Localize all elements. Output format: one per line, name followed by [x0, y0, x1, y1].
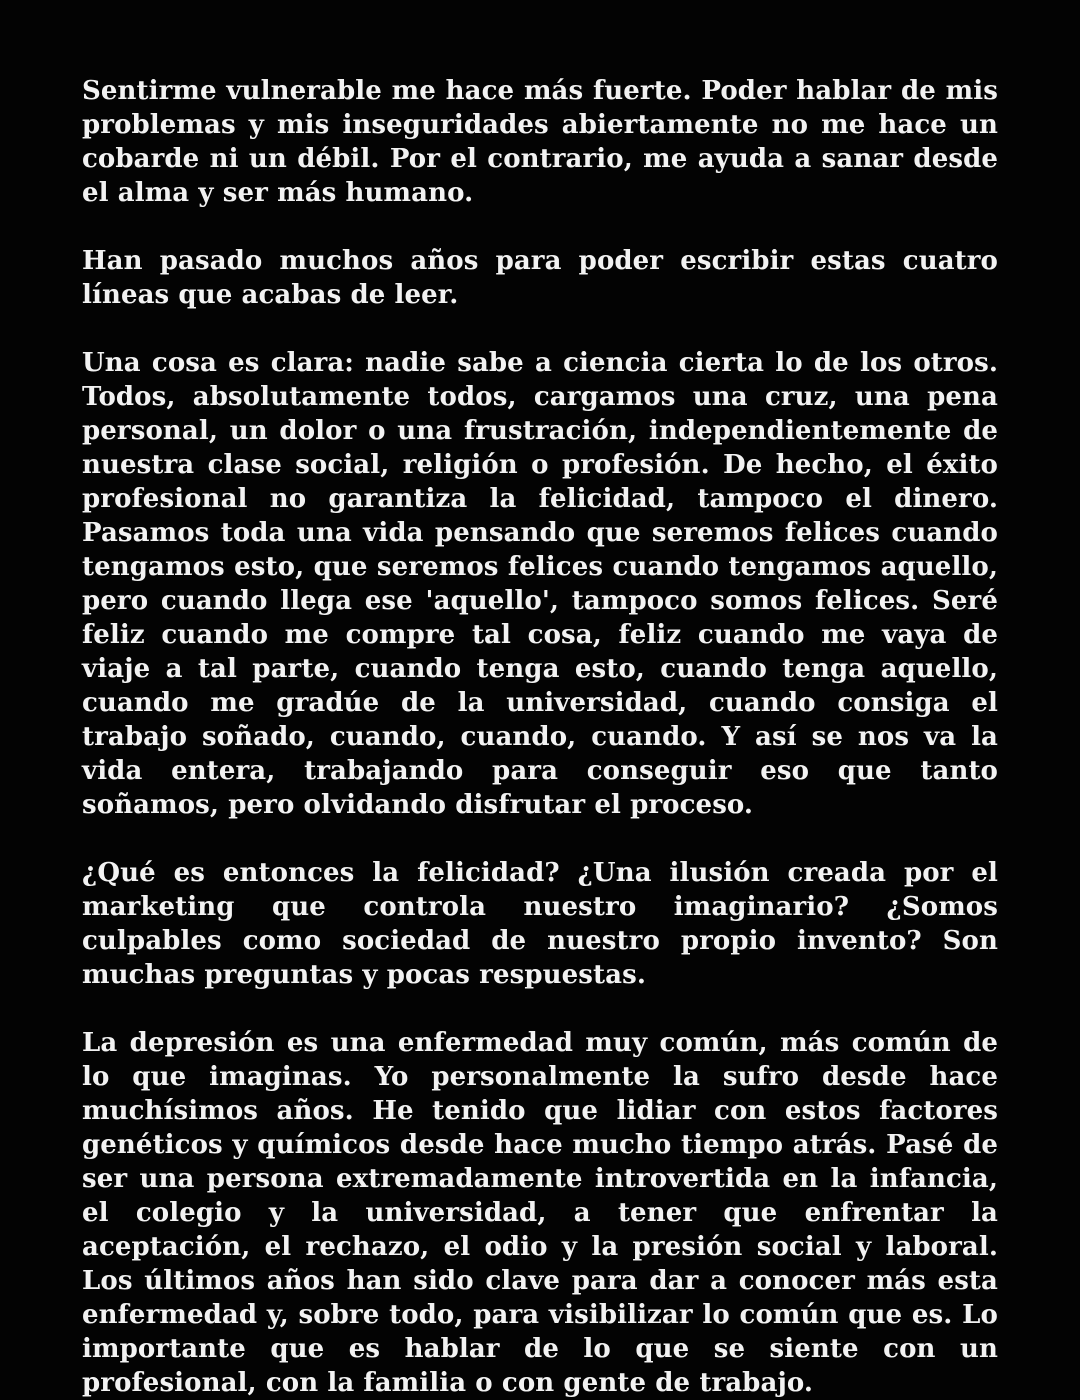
paragraph-questions: ¿Qué es entonces la felicidad? ¿Una ilusión creada por el marketing que controla nuestro imaginario? ¿Somos culpables como sociedad de nuestro propio invento? Son muchas preguntas y pocas respuestas.	[82, 858, 998, 990]
paragraph-years: Han pasado muchos años para poder escribir estas cuatro líneas que acabas de leer.	[82, 246, 998, 310]
paragraph-vulnerability: Sentirme vulnerable me hace más fuerte. Poder hablar de mis problemas y mis inseguridades abiertamente no me hace un cobarde ni un débil. Por el contrario, me ayuda a sanar desde el alma y ser más humano.	[82, 76, 998, 208]
paragraph-depression: La depresión es una enfermedad muy común, más común de lo que imaginas. Yo personalmente la sufro desde hace muchísimos años. He tenido que lidiar con estos factores genéticos y químicos desde hace mucho tiempo atrás. Pasé de ser una persona extremadamente introvertida en la infancia, el colegio y la universidad, a tener que enfrentar la aceptación, el rechazo, el odio y la presión social y laboral. Los últimos años han sido clave para dar a conocer más esta enfermedad y, sobre todo, para visibilizar lo común que es. Lo importante que es hablar de lo que se siente con un profesional, con la familia o con gente de trabajo.	[82, 1028, 998, 1398]
paragraph-happiness: Una cosa es clara: nadie sabe a ciencia cierta lo de los otros. Todos, absolutamente todos, cargamos una cruz, una pena personal, un dolor o una frustración, independientemente de nuestra clase social, religión o profesión. De hecho, el éxito profesional no garantiza la felicidad, tampoco el dinero. Pasamos toda una vida pensando que seremos felices cuando tengamos esto, que seremos felices cuando tengamos aquello, pero cuando llega ese 'aquello', tampoco somos felices. Seré feliz cuando me compre tal cosa, feliz cuando me vaya de viaje a tal parte, cuando tenga esto, cuando tenga aquello, cuando me gradúe de la universidad, cuando consiga el trabajo soñado, cuando, cuando, cuando. Y así se nos va la vida entera, trabajando para conseguir eso que tanto soñamos, pero olvidando disfrutar el proceso.	[82, 348, 998, 820]
text-block	[82, 74, 998, 1400]
